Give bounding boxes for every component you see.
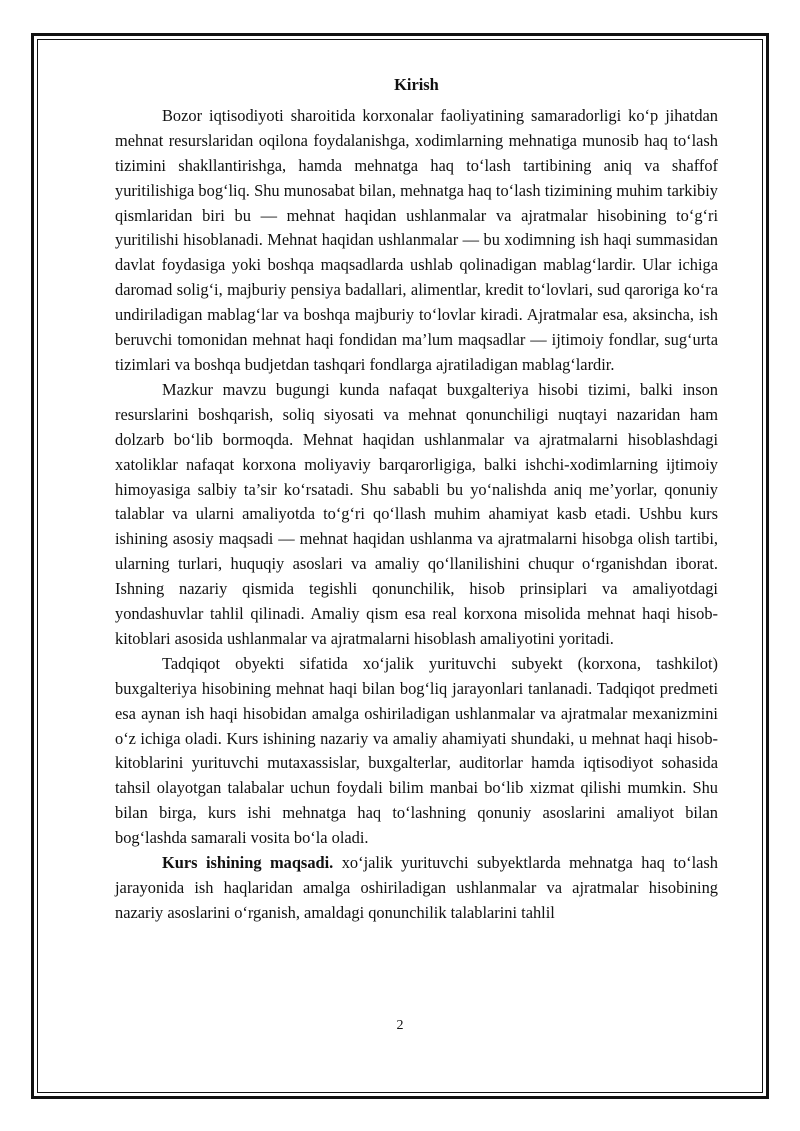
goal-text: xo‘jalik yurituvchi subyektlarda mehnatga haq to‘lash jarayonida ish haqlaridan amalga oshiriladigan ushlanmalar va ajratmalar hisobining nazariy asoslarini o‘rganish, amaldagi qonunchilik talablarini tahlil [115,853,718,922]
paragraph-research-object: Tadqiqot obyekti sifatida xo‘jalik yurituvchi subyekt (korxona, tashkilot) buxgalteriya hisobining mehnat haqi bilan bog‘liq jarayonlari tanlanadi. Tadqiqot predmeti esa aynan ish haqi hisobidan amalga oshiriladigan ushlanmalar va ajratmalar mexanizmini o‘z ichiga oladi. Kurs ishining nazariy va amaliy ahamiyati shundaki, u mehnat haqi hisob-kitoblarini yurituvchi mutaxassislar, buxgalterlar, auditorlar hamda iqtisodiyot sohasida tahsil olayotgan talabalar uchun foydali bilim manbai bo‘lib xizmat qilishi mumkin. Shu bilan birga, kurs ishi mehnatga haq to‘lashning qonuniy asoslarini amaliyot bilan bog‘lashda samarali vosita bo‘la oladi. [115,653,718,848]
goal-heading: Kurs ishining maqsadi. [162,853,334,873]
paragraph-relevance: Mazkur mavzu bugungi kunda nafaqat buxgalteriya hisobi tizimi, balki inson resurslarini boshqarish, soliq siyosati va mehnat qonunchiligi nuqtayi nazaridan ham dolzarb bo‘lib bormoqda. Mehnat haqidan ushlanmalar va ajratmalarni hisoblashdagi xatoliklar nafaqat korxona moliyaviy barqarorligiga, balki ishchi-xodimlarning ijtimoiy himoyasiga salbiy ta’sir ko‘rsatadi. Shu sababli bu yo‘nalishda aniq me’yorlar, qonuniy talablar va ularni amaliyotda to‘g‘ri qo‘llash muhim ahamiyat kasb etadi. Ushbu kurs ishining asosiy maqsadi — mehnat haqidan ushlanma va ajratmalarni hisobga olish tartibi, ularning turlari, huquqiy asoslari va amaliy qo‘llanilishini chuqur o‘rganishdan iborat. Ishning nazariy qismida tegishli qonunchilik, hisob prinsiplari va amaliyotdagi yondashuvlar tahlil qilinadi. Amaliy qism esa real korxona misolida mehnat haqi hisob-kitoblari asosida ushlanmalar va ajratmalarni hisoblash amaliyotini yoritadi. [115,379,718,648]
paragraph-intro: Bozor iqtisodiyoti sharoitida korxonalar faoliyatining samaradorligi ko‘p jihatdan mehnat resurslaridan oqilona foydalanishga, xodimlarning mehnatiga munosib haq to‘lash tizimini shakllantirishga, hamda mehnatga haq to‘lash tartibining aniq va shaffof yuritilishiga bog‘liq. Shu munosabat bilan, mehnatga haq to‘lash tizimining muhim tarkibiy qismlaridan biri bu — mehnat haqidan ushlanmalar va ajratmalar hisobining to‘g‘ri yuritilishi hisoblanadi. Mehnat haqidan ushlanmalar — bu xodimning ish haqi summasidan davlat foydasiga yoki boshqa maqsadlarda ushlab qolinadigan mablag‘lardir. Ular ichiga daromad solig‘i, majburiy pensiya badallari, alimentlar, kredit to‘lovlari, sud qaroriga ko‘ra undiriladigan mablag‘lar va boshqa majburiy to‘lovlar kiradi. Ajratmalar esa, aksincha, ish beruvchi tomonidan mehnat haqi fondidan ma’lum maqsadlar — ijtimoiy fondlar, sug‘urta tizimlari va boshqa budjetdan tashqari fondlarga ajratiladigan mablag‘lardir. [115,105,718,374]
document-body [115,73,718,926]
section-title: Kirish [394,75,439,94]
page-number: 2 [396,1018,404,1033]
paragraph-goal [115,851,718,926]
